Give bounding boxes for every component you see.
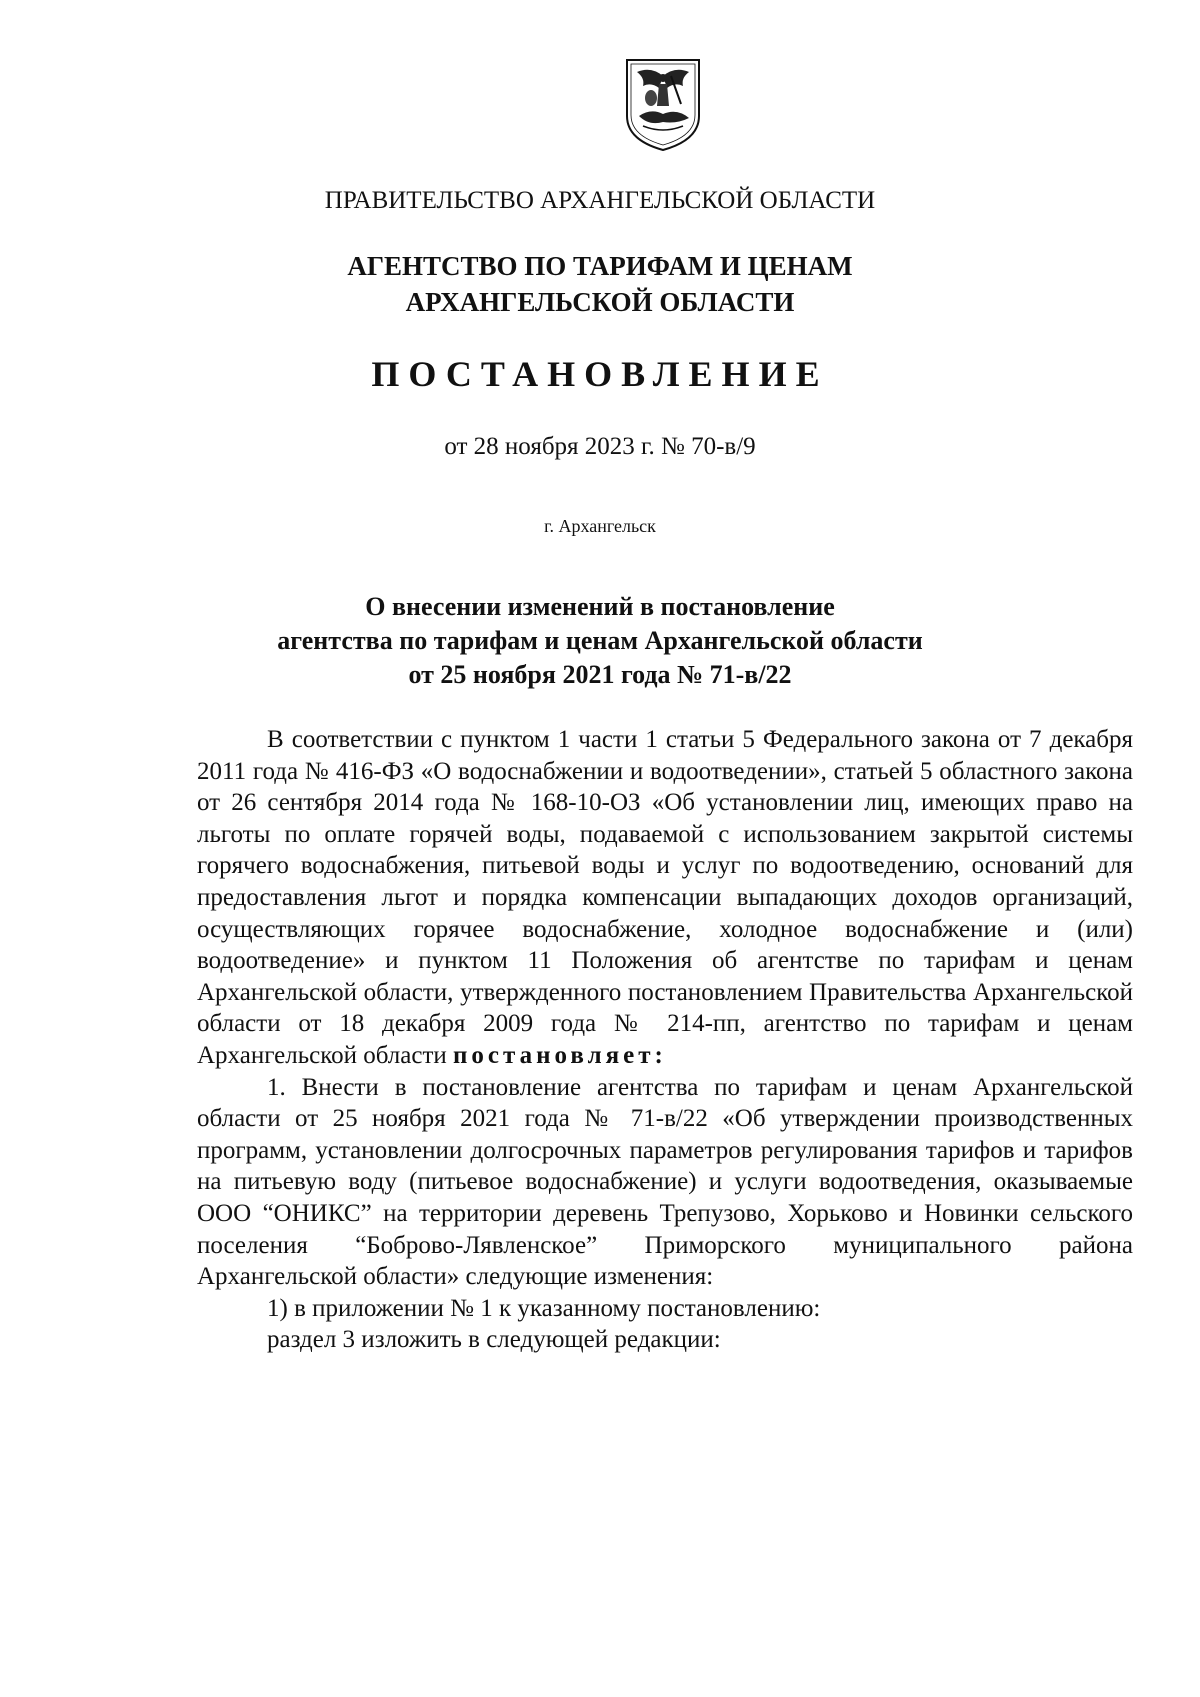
subject-line2: агентства по тарифам и ценам Архангельской области <box>277 626 923 655</box>
subject-line1: О внесении изменений в постановление <box>365 592 835 621</box>
section-3-instruction: раздел 3 изложить в следующей редакции: <box>267 1326 721 1354</box>
preamble-paragraph <box>197 724 1133 1072</box>
preamble-text: В соответствии с пунктом 1 части 1 статьи 5 Федерального закона от 7 декабря 2011 года № 416-ФЗ «О водоснабжении и водоотведении», статьей 5 областного закона от 26 сентября 2014 года № 168-10-ОЗ «Об установлении лиц, имеющих право на льготы по оплате горячей воды, подаваемой с использованием закрытой системы горячего водоснабжения, питьевой воды и услуг по водоотведению, оснований для предоставления льгот и порядка компенсации выпадающих доходов организаций, осуществляющих горячее водоснабжение, холодное водоснабжение и (или) водоотведение» и пунктом 11 Положения об агентстве по тарифам и ценам Архангельской области, утвержденного постановлением Правительства Архангельской области от 18 декабря 2009 года № 214-пп, агентство по тарифам и ценам Архангельской области <box>197 726 1133 1069</box>
agency-title-line1: АГЕНТСТВО ПО ТАРИФАМ И ЦЕНАМ <box>347 251 853 281</box>
document-city: г. Архангельск <box>544 516 656 536</box>
document-type: ПОСТАНОВЛЕНИЕ <box>371 354 829 394</box>
document-body <box>197 724 1133 1356</box>
subject-line3: от 25 ноября 2021 года № 71-в/22 <box>408 660 792 689</box>
document-date-number: от 28 ноября 2023 г. № 70-в/9 <box>444 433 756 460</box>
resolves-word: постановляет: <box>453 1041 667 1069</box>
agency-title-line2: АРХАНГЕЛЬСКОЙ ОБЛАСТИ <box>405 287 795 317</box>
item-1-sub-1: 1) в приложении № 1 к указанному постановлению: <box>267 1294 821 1322</box>
government-title: ПРАВИТЕЛЬСТВО АРХАНГЕЛЬСКОЙ ОБЛАСТИ <box>324 187 876 214</box>
coat-of-arms-icon <box>621 54 705 154</box>
agency-title <box>0 248 1200 320</box>
document-subject <box>0 590 1200 692</box>
item-1-paragraph: 1. Внести в постановление агентства по тарифам и ценам Архангельской области от 25 ноября 2021 года № 71-в/22 «Об утверждении производственных программ, установлении долгосрочных параметров регулирования тарифов и тарифов на питьевую воду (питьевое водоснабжение) и услуги водоотведения, оказываемые ООО “ОНИКС” на территории деревень Трепузово, Хорьково и Новинки сельского поселения “Боброво-Лявленское” Приморского муниципального района Архангельской области» следующие изменения: <box>197 1073 1133 1291</box>
